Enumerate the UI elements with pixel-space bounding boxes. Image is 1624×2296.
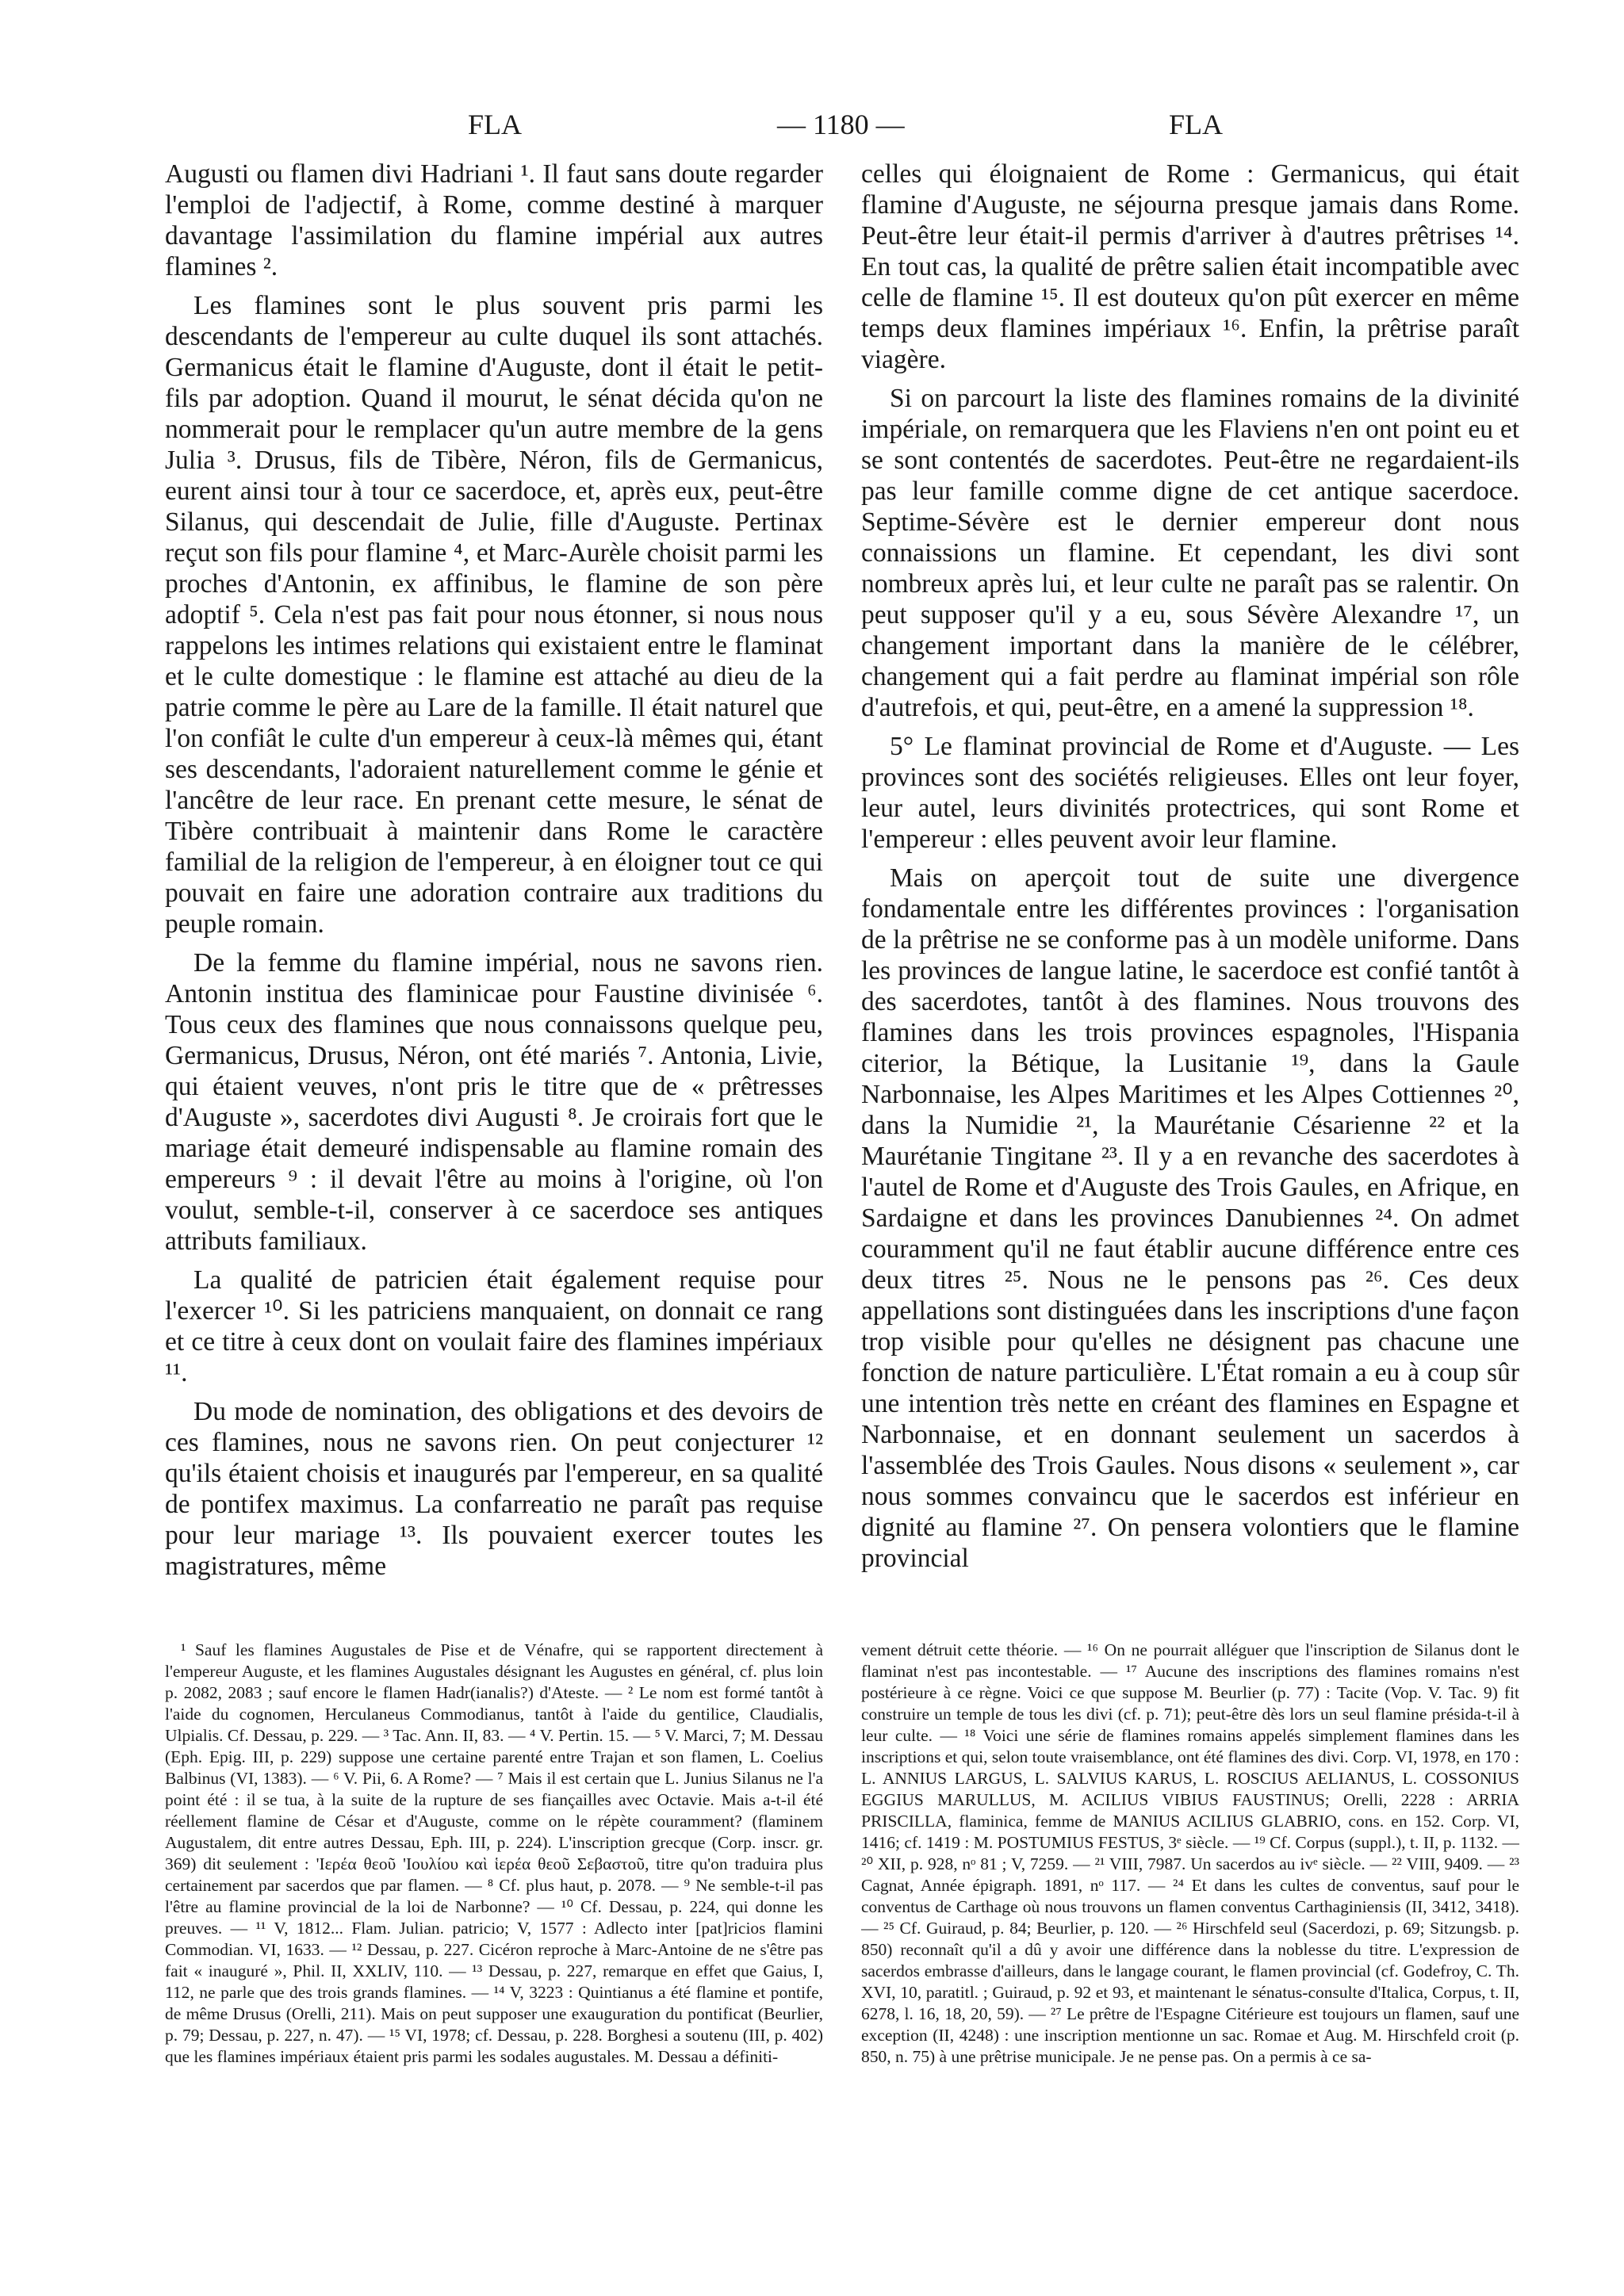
right-text-column <box>861 159 1519 1600</box>
right-paragraph: celles qui éloignaient de Rome : Germanicus, qui était flamine d'Auguste, ne séjourna presque jamais dans Rome. Peut-être leur était-il permis d'arriver à d'autres prêtrises ¹⁴. En tout cas, la qualité de prêtre salien était incompatible avec celle de flamine ¹⁵. Il est douteux qu'on pût exercer en même temps deux flamines impériaux ¹⁶. Enfin, la prêtrise paraît viagère. <box>861 159 1519 374</box>
right-footnotes <box>861 1640 1519 2195</box>
left-footnotes <box>165 1640 823 2195</box>
right-paragraph: Mais on aperçoit tout de suite une divergence fondamentale entre les différentes provinces : l'organisation de la prêtrise ne se conforme pas à un modèle uniforme. Dans les provinces de langue latine, le sacerdoce est confié tantôt à des sacerdotes, tantôt à des flamines. Nous trouvons des flamines dans les trois provinces espagnoles, l'Hispania citerior, la Bétique, la Lusitanie ¹⁹, dans la Gaule Narbonnaise, les Alpes Maritimes et les Alpes Cottiennes ²⁰, dans la Numidie ²¹, la Maurétanie Césarienne ²² et la Maurétanie Tingitane ²³. Il y a en revanche des sacerdotes à l'autel de Rome et d'Auguste des Trois Gaules, en Afrique, en Sardaigne et dans les provinces Danubiennes ²⁴. On admet couramment qu'il ne faut établir aucune différence entre ces deux titres ²⁵. Nous ne le pensons pas ²⁶. Ces deux appellations sont distinguées dans les inscriptions d'une façon trop visible pour qu'elles ne désignent pas chacune une fonction de nature particulière. L'État romain a eu à coup sûr une intention très nette en créant des flamines en Espagne et Narbonnaise, et en donnant seulement un sacerdos à l'assemblée des Trois Gaules. Nous disons « seulement », car nous sommes convaincu que le sacerdos est inférieur en dignité au flamine ²⁷. On pensera volontiers que le flamine provincial <box>861 863 1519 1573</box>
header-left-entry: FLA <box>468 109 523 140</box>
left-paragraph: De la femme du flamine impérial, nous ne savons rien. Antonin institua des flaminicae pour Faustine divinisée ⁶. Tous ceux des flamines que nous connaissons quelque peu, Germanicus, Drusus, Néron, ont été mariés ⁷. Antonia, Livie, qui étaient veuves, n'ont pris le titre que de « prêtresses d'Auguste », sacerdotes divi Augusti ⁸. Je croirais fort que le mariage était demeuré indispensable au flamine romain des empereurs ⁹ : il devait l'être au moins à l'origine, où l'on voulut, semble-t-il, conserver à ce sacerdoce ses antiques attributs familiaux. <box>165 948 823 1256</box>
left-paragraph: Augusti ou flamen divi Hadriani ¹. Il faut sans doute regarder l'emploi de l'adjectif, à Rome, comme destiné à marquer davantage l'assimilation du flamine impérial aux autres flamines ². <box>165 159 823 281</box>
page-number: — 1180 — <box>777 109 905 140</box>
right-paragraph: Si on parcourt la liste des flamines romains de la divinité impériale, on remarquera que les Flaviens n'en ont point eu et se sont contentés de sacerdotes. Peut-être ne regardaient-ils pas leur famille comme digne de cet antique sacerdoce. Septime-Sévère est le dernier empereur dont nous connaissions un flamine. Et cependant, les divi sont nombreux après lui, et leur culte ne paraît pas se ralentir. On peut supposer qu'il y a eu, sous Sévère Alexandre ¹⁷, un changement important dans la manière de le célébrer, changement qui a fait perdre au flaminat impérial son rôle d'autrefois, et qui, peut-être, en a amené la suppression ¹⁸. <box>861 384 1519 722</box>
header-right-entry: FLA <box>1169 109 1224 140</box>
left-paragraph: Du mode de nomination, des obligations et des devoirs de ces flamines, nous ne savons rien. On peut conjecturer ¹² qu'ils étaient choisis et inaugurés par l'empereur, en sa qualité de pontifex maximus. La confarreatio ne paraît pas requise pour leur mariage ¹³. Ils pouvaient exercer toutes les magistratures, même <box>165 1397 823 1581</box>
footnote-block: ¹ Sauf les flamines Augustales de Pise et de Vénafre, qui se rapportent directement à l'empereur Auguste, et les flamines Augustales désignant les Augustes en général, cf. plus loin p. 2082, 2083 ; sauf encore le flamen Hadr(ianalis?) d'Ateste. — ² Le nom est formé tantôt à l'aide du cognomen, Herculaneus Commodianus, tantôt à l'aide du gentilice, Claudialis, Ulpialis. Cf. Dessau, p. 229. — ³ Tac. Ann. II, 83. — ⁴ V. Pertin. 15. — ⁵ V. Marci, 7; M. Dessau (Eph. Epig. III, p. 229) suppose une certaine parenté entre Trajan et son flamen, L. Coelius Balbinus (VI, 1383). — ⁶ V. Pii, 6. A Rome? — ⁷ Mais il est certain que L. Junius Silanus ne l'a point été : il se tua, à la suite de la rupture de ses fiançailles avec Octavie. Mais a-t-il été réellement flamine de César et d'Auguste, comme on le répète couramment? (flaminem Augustalem, dit entre autres Dessau, Eph. III, p. 224). L'inscription grecque (Corp. inscr. gr. 369) dit seulement : 'Ιερέα θεοῦ 'Ιουλίου καὶ ἱερέα θεοῦ Σεβαστοῦ, titre qu'on traduira plus certainement par sacerdos que par flamen. — ⁸ Cf. plus haut, p. 2078. — ⁹ Ne semble-t-il pas l'être au flamine provincial de la loi de Narbonne? — ¹⁰ Cf. Dessau, p. 224, qui donne les preuves. — ¹¹ V, 1812... Flam. Julian. patricio; V, 1577 : Adlecto inter [pat]ricios flamini Commodian. VI, 1633. — ¹² Dessau, p. 227. Cicéron reproche à Marc-Antoine de ne s'être pas fait « inauguré », Phil. II, XXLIV, 110. — ¹³ Dessau, p. 227, remarque en effet que Gaius, I, 112, ne parle que des trois grands flamines. — ¹⁴ V, 3223 : Quintianus a été flamine et pontife, de même Drusus (Orelli, 211). Mais on peut supposer une exauguration du pontificat (Beurlier, p. 79; Dessau, p. 227, n. 47). — ¹⁵ VI, 1978; cf. Dessau, p. 228. Borghesi a soutenu (III, p. 402) que les flamines impériaux étaient pris parmi les sodales augustales. M. Dessau a définiti- <box>165 1640 823 2066</box>
left-paragraph: Les flamines sont le plus souvent pris parmi les descendants de l'empereur au culte duquel ils sont attachés. Germanicus était le flamine d'Auguste, dont il était le petit-fils par adoption. Quand il mourut, le sénat décida qu'on ne nommerait pour le remplacer qu'un autre membre de la gens Julia ³. Drusus, fils de Tibère, Néron, fils de Germanicus, eurent ainsi tour à tour ce sacerdoce, et, après eux, peut-être Silanus, qui descendait de Julie, fille d'Auguste. Pertinax reçut son fils pour flamine ⁴, et Marc-Aurèle choisit parmi les proches d'Antonin, ex affinibus, le flamine de son père adoptif ⁵. Cela n'est pas fait pour nous étonner, si nous nous rappelons les intimes relations qui existaient entre le flaminat et le culte domestique : le flamine est attaché au dieu de la patrie comme le père au Lare de la famille. Il était naturel que l'on confiât le culte d'un empereur à ceux-là mêmes qui, étant ses descendants, l'adoraient naturellement comme le génie et l'ancêtre de leur race. En prenant cette mesure, le sénat de Tibère contribuait à maintenir dans Rome le caractère familial de la religion de l'empereur, à en éloigner tout ce qui pouvait en faire une adoration contraire aux traditions du peuple romain. <box>165 291 823 939</box>
footnote-block: vement détruit cette théorie. — ¹⁶ On ne pourrait alléguer que l'inscription de Silanus dont le flaminat n'est pas incontestable. — ¹⁷ Aucune des inscriptions des flamines romains n'est postérieure à ce règne. Voici ce que suppose M. Beurlier (p. 77) : Tacite (Vop. V. Tac. 9) fit construire un temple de tous les divi (cf. p. 71); peut-être dès lors un seul flamine présida-t-il à leur culte. — ¹⁸ Voici une série de flamines romains appelés simplement flamines dans les inscriptions et qui, selon toute vraisemblance, ont été flamines des divi. Corp. VI, 1978, en 170 : L. ANNIUS LARGUS, L. SALVIUS KARUS, L. ROSCIUS AELIANUS, L. COSSONIUS EGGIUS MARULLUS, M. ACILIUS VIBIUS FAUSTINUS; Orelli, 2228 : ARRIA PRISCILLA, flaminica, femme de MANIUS ACILIUS GLABRIO, cons. en 152. Corp. VI, 1416; cf. 1419 : M. POSTUMIUS FESTUS, 3ᵉ siècle. — ¹⁹ Cf. Corpus (suppl.), t. II, p. 1132. — ²⁰ XII, p. 928, nᵒ 81 ; V, 7259. — ²¹ VIII, 7987. Un sacerdos au ivᵉ siècle. — ²² VIII, 9409. — ²³ Cagnat, Année épigraph. 1891, nᵒ 117. — ²⁴ Et dans les cultes de conventus, sauf pour le conventus de Carthage où nous trouvons un flamen conventus Carthaginiensis (II, 3412, 3418). — ²⁵ Cf. Guiraud, p. 84; Beurlier, p. 120. — ²⁶ Hirschfeld seul (Sacerdozi, p. 69; Sitzungsb. p. 850) reconnaît qu'il a dû y avoir une différence dans la noblesse du titre. L'expression de sacerdos embrasse d'ailleurs, dans le langage courant, le flamen provincial (cf. Godefroy, C. Th. XVI, 10, paratitl. ; Guiraud, p. 92 et 93, et maintenant le sénatus-consulte d'Italica, Corpus, t. II, 6278, l. 16, 18, 20, 59). — ²⁷ Le prêtre de l'Espagne Citérieure est toujours un flamen, sauf une exception (II, 4248) : une inscription mentionne un sac. Romae et Aug. M. Hirschfeld croit (p. 850, n. 75) à une prêtrise municipale. Je ne pense pas. On a permis à ce sa- <box>861 1640 1519 2066</box>
left-paragraph: La qualité de patricien était également requise pour l'exercer ¹⁰. Si les patriciens manquaient, on donnait ce rang et ce titre à ceux dont on voulait faire des flamines impériaux ¹¹. <box>165 1265 823 1387</box>
right-paragraph: 5° Le flaminat provincial de Rome et d'Auguste. — Les provinces sont des sociétés religieuses. Elles ont leur foyer, leur autel, leurs divinités protectrices, qui sont Rome et l'empereur : elles peuvent avoir leur flamine. <box>861 732 1519 854</box>
running-header <box>0 108 1624 147</box>
footnote-separator <box>165 1630 1519 1631</box>
left-text-column <box>165 159 823 1600</box>
